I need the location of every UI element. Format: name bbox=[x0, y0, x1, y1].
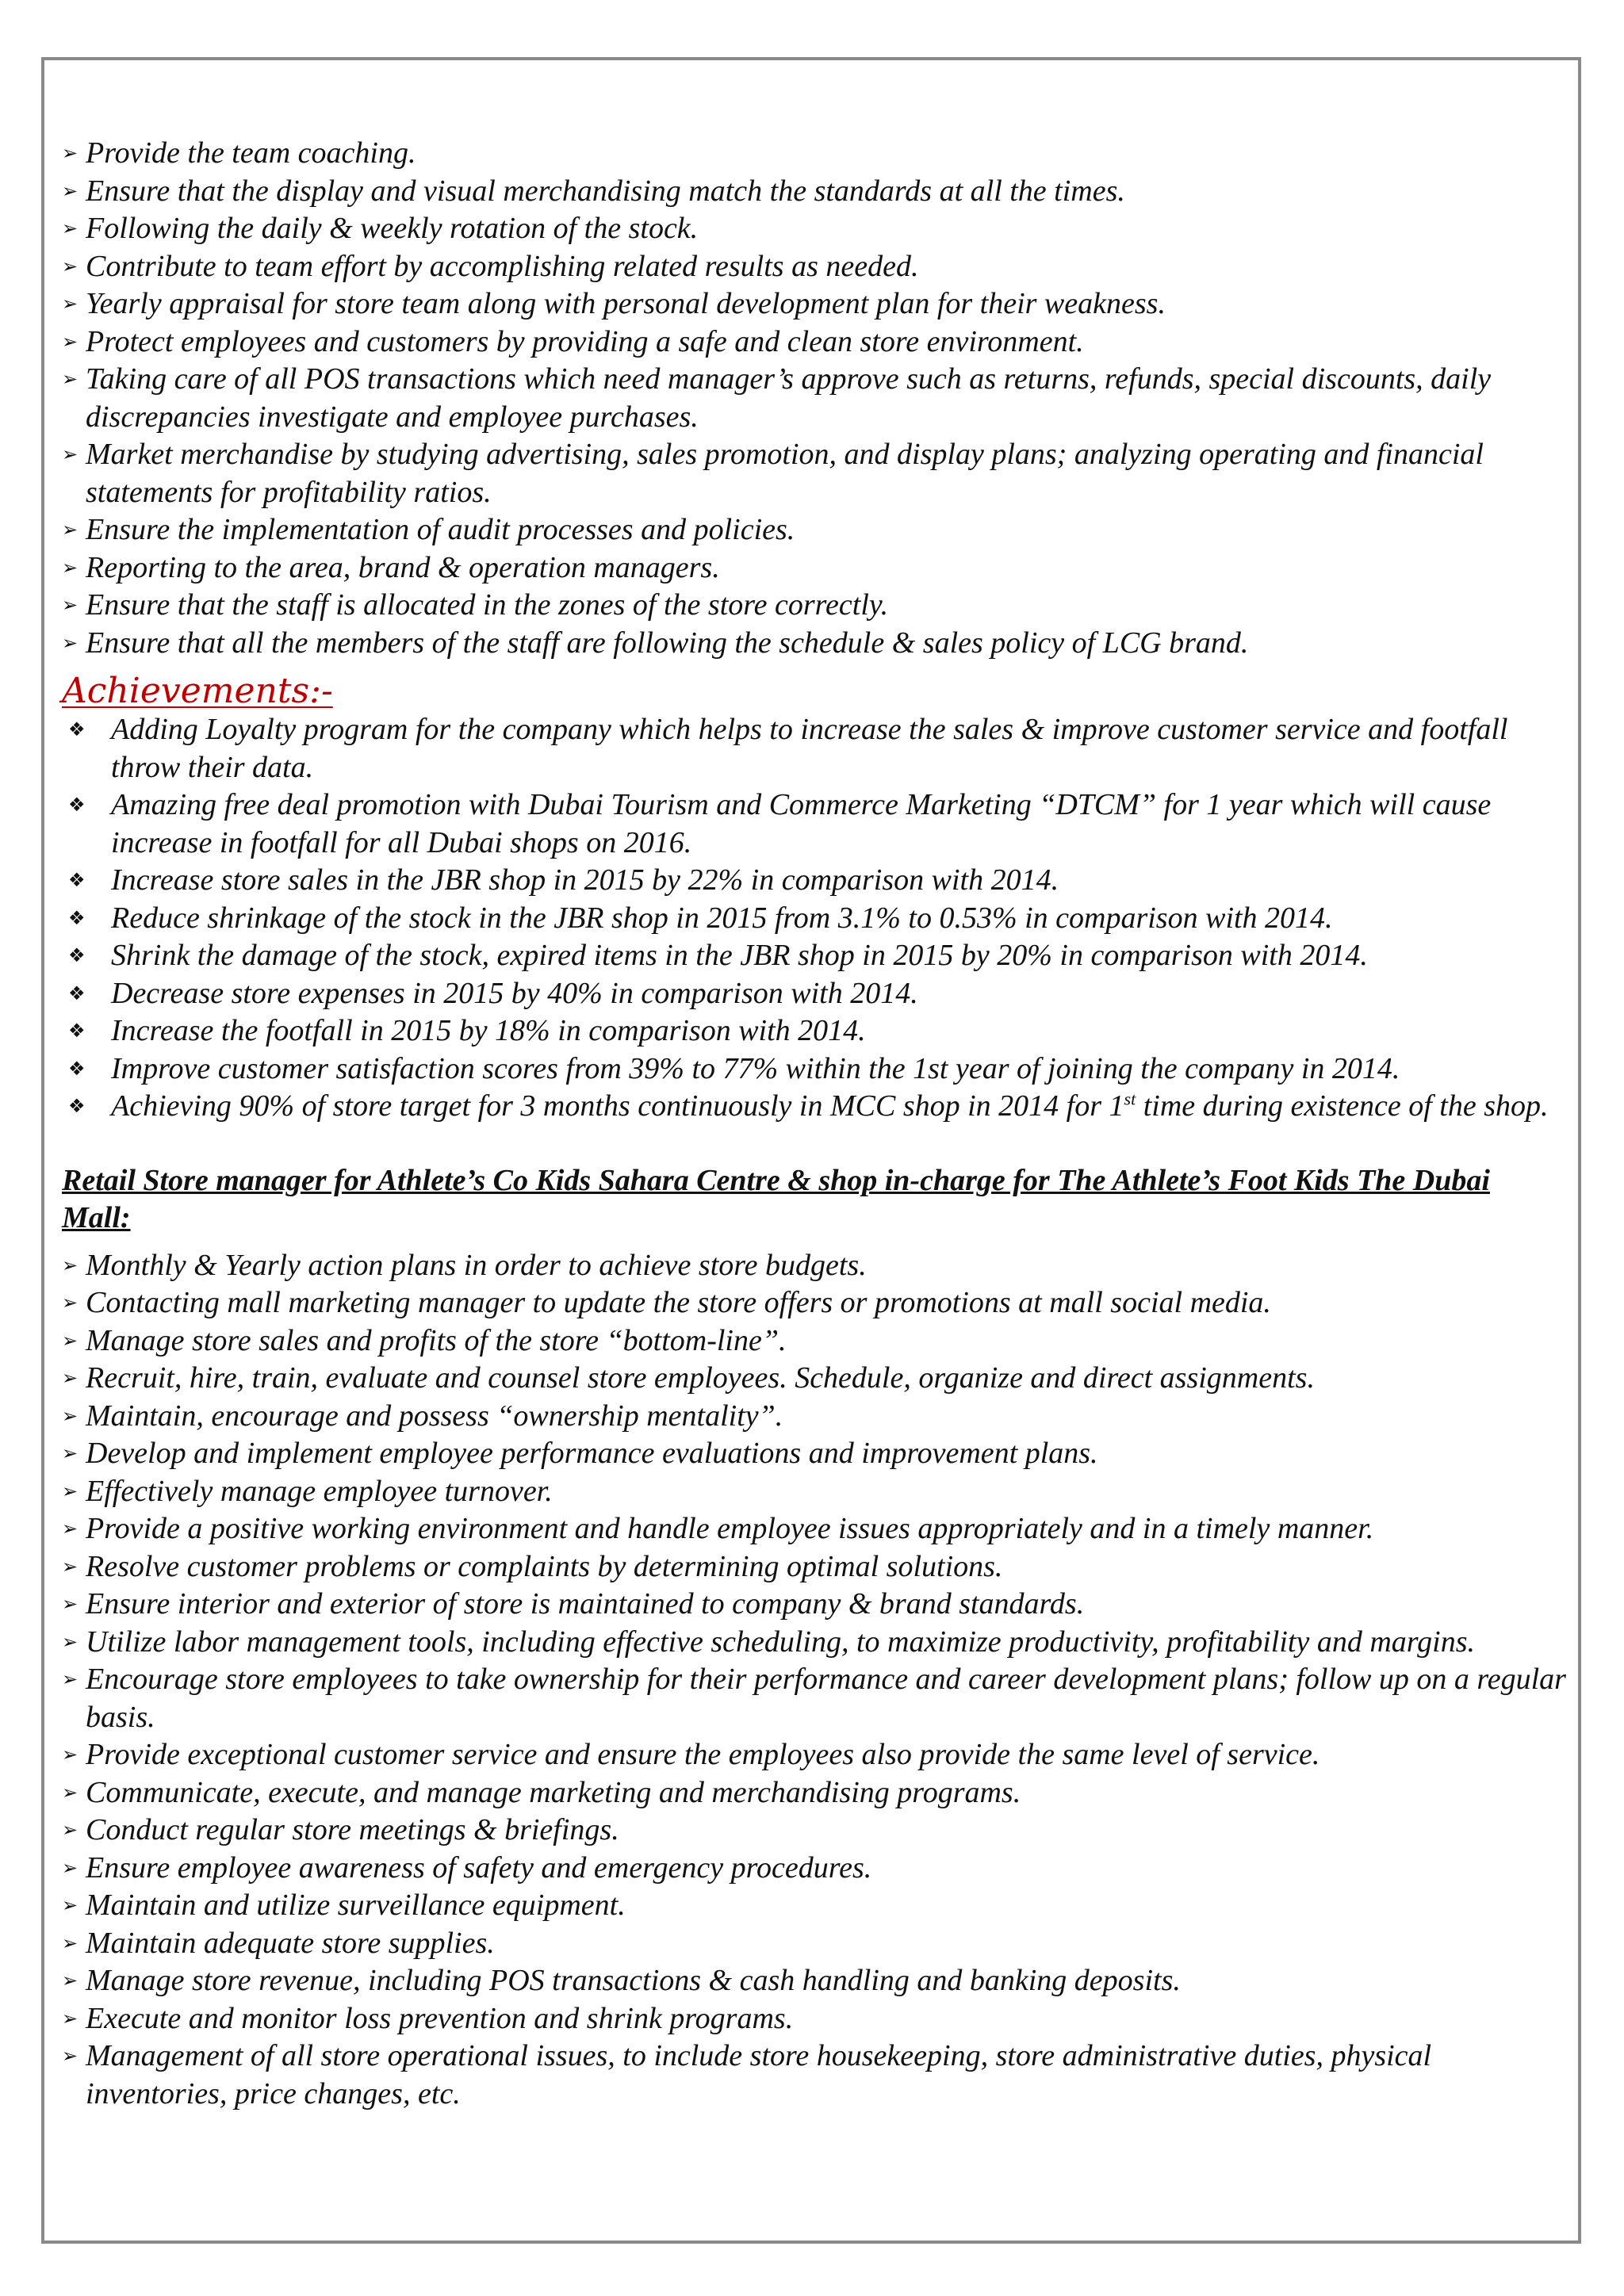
achievement-item: ❖ Decrease store expenses in 2015 by 40% in comparison with 2014. bbox=[62, 975, 1568, 1013]
job-duty-item: ➢ Manage store revenue, including POS transactions & cash handling and banking deposits. bbox=[62, 1962, 1568, 2000]
job-title-heading: Retail Store manager for Athlete’s Co Kids Sahara Centre & shop in-charge for The Athlete’s Foot Kids The Dubai Mall: bbox=[62, 1163, 1490, 1234]
ordinal-suffix: st bbox=[1124, 1089, 1136, 1109]
job-duty-item: ➢ Execute and monitor loss prevention and shrink programs. bbox=[62, 2000, 1568, 2038]
job-duties-list bbox=[62, 1247, 1568, 2114]
achievement-item: ❖ Amazing free deal promotion with Dubai Tourism and Commerce Marketing “DTCM” for 1 year which will cause increase in footfall for all Dubai shops on 2016. bbox=[62, 786, 1568, 862]
duty-item: ➢ Contribute to team effort by accomplishing related results as needed. bbox=[62, 248, 1568, 286]
job-duty-item: ➢ Maintain and utilize surveillance equipment. bbox=[62, 1887, 1568, 1925]
duty-item: ➢ Following the daily & weekly rotation of the stock. bbox=[62, 210, 1568, 248]
achievement-item: ❖ Reduce shrinkage of the stock in the JBR shop in 2015 from 3.1% to 0.53% in comparison with 2014. bbox=[62, 900, 1568, 938]
achievement-item: ❖ Increase the footfall in 2015 by 18% in comparison with 2014. bbox=[62, 1012, 1568, 1050]
job-duty-item: ➢ Communicate, execute, and manage marketing and merchandising programs. bbox=[62, 1774, 1568, 1812]
duty-item: ➢ Ensure that all the members of the staff are following the schedule & sales policy of LCG brand. bbox=[62, 625, 1568, 663]
job-duty-item: ➢ Maintain adequate store supplies. bbox=[62, 1925, 1568, 1963]
job-duty-item: ➢ Ensure interior and exterior of store is maintained to company & brand standards. bbox=[62, 1586, 1568, 1624]
achievement-item: ❖ Adding Loyalty program for the company which helps to increase the sales & improve customer service and footfall throw their data. bbox=[62, 711, 1568, 786]
job-duty-item: ➢ Utilize labor management tools, including effective scheduling, to maximize productivity, profitability and margins. bbox=[62, 1624, 1568, 1662]
achievement-item: ❖ Increase store sales in the JBR shop in 2015 by 22% in comparison with 2014. bbox=[62, 862, 1568, 900]
job-duty-item: ➢ Manage store sales and profits of the store “bottom-line”. bbox=[62, 1322, 1568, 1360]
achievement-text-before: Achieving 90% of store target for 3 months continuously in MCC shop in 2014 for 1 bbox=[111, 1089, 1124, 1123]
job-duty-item: ➢ Monthly & Yearly action plans in order to achieve store budgets. bbox=[62, 1247, 1568, 1285]
job-duty-item: ➢ Provide a positive working environment and handle employee issues appropriately and in a timely manner. bbox=[62, 1510, 1568, 1548]
duty-item: ➢ Protect employees and customers by providing a safe and clean store environment. bbox=[62, 323, 1568, 362]
achievements-list bbox=[62, 711, 1568, 1126]
achievements-heading: Achievements:- bbox=[62, 671, 333, 711]
duty-item: ➢ Ensure that the display and visual merchandising match the standards at all the times. bbox=[62, 173, 1568, 211]
job-duty-item: ➢ Recruit, hire, train, evaluate and counsel store employees. Schedule, organize and direct assignments. bbox=[62, 1360, 1568, 1398]
section-spacer bbox=[62, 1126, 1568, 1162]
job-duty-item: ➢ Ensure employee awareness of safety and emergency procedures. bbox=[62, 1850, 1568, 1888]
job-duty-item: ➢ Effectively manage employee turnover. bbox=[62, 1473, 1568, 1511]
achievement-item: ❖ Improve customer satisfaction scores from 39% to 77% within the 1st year of joining the company in 2014. bbox=[62, 1050, 1568, 1089]
job-duty-item: ➢ Resolve customer problems or complaints by determining optimal solutions. bbox=[62, 1548, 1568, 1586]
job-duty-item: ➢ Contacting mall marketing manager to update the store offers or promotions at mall social media. bbox=[62, 1284, 1568, 1322]
job-duty-item: ➢ Maintain, encourage and possess “ownership mentality”. bbox=[62, 1398, 1568, 1436]
achievement-item: ❖ Shrink the damage of the stock, expired items in the JBR shop in 2015 by 20% in comparison with 2014. bbox=[62, 937, 1568, 975]
job-duty-item: ➢ Provide exceptional customer service and ensure the employees also provide the same level of service. bbox=[62, 1736, 1568, 1774]
duties-list-top bbox=[62, 135, 1568, 662]
duty-item: ➢ Reporting to the area, brand & operation managers. bbox=[62, 549, 1568, 587]
achievement-item-last bbox=[62, 1088, 1568, 1126]
duty-item: ➢ Market merchandise by studying advertising, sales promotion, and display plans; analyzing operating and financial statements for profitability ratios. bbox=[62, 436, 1568, 511]
duty-item: ➢ Ensure that the staff is allocated in the zones of the store correctly. bbox=[62, 587, 1568, 625]
duty-item: ➢ Yearly appraisal for store team along with personal development plan for their weakness. bbox=[62, 285, 1568, 323]
job-duty-item: ➢ Develop and implement employee performance evaluations and improvement plans. bbox=[62, 1435, 1568, 1473]
achievement-text-after: time during existence of the shop. bbox=[1136, 1089, 1549, 1123]
job-duty-item: ➢ Management of all store operational issues, to include store housekeeping, store administrative duties, physical inventories, price changes, etc. bbox=[62, 2038, 1568, 2113]
duty-item: ➢ Ensure the implementation of audit processes and policies. bbox=[62, 511, 1568, 549]
job-duty-item: ➢ Encourage store employees to take ownership for their performance and career development plans; follow up on a regular basis. bbox=[62, 1661, 1568, 1736]
duty-item: ➢ Taking care of all POS transactions which need manager’s approve such as returns, refunds, special discounts, daily discrepancies investigate and employee purchases. bbox=[62, 361, 1568, 436]
job-duty-item: ➢ Conduct regular store meetings & briefings. bbox=[62, 1812, 1568, 1850]
duty-item: ➢ Provide the team coaching. bbox=[62, 135, 1568, 173]
resume-page-content bbox=[62, 135, 1568, 2113]
